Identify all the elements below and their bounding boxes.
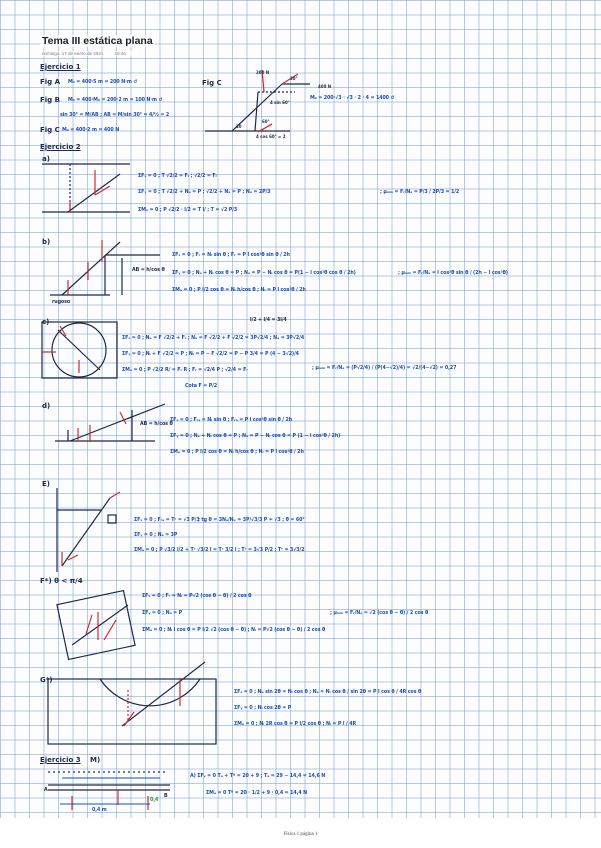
part-c-label: c) [42, 318, 50, 326]
part-e-label: E) [42, 480, 50, 488]
part-b-eq-2: ΣMₐ = 0 ; P l/2 cos θ = Nᵢ h/cos θ ; Nᵢ = P l cos²θ / 2h [172, 288, 306, 293]
fig-c-tag-5: 4 cos 60° = 2 [256, 134, 286, 139]
part-b-side: ; μₘᵢₙ = Fᵣ/Nₐ = l cos²θ sin θ / (2h − l cos³θ) [398, 271, 508, 276]
ej3-label-a: A [44, 788, 48, 793]
ejercicio3-sub: M) [90, 756, 101, 764]
part-e-eq-0: ΣFₓ = 0 ; Fᵣₐ = Tᶜ = √3 P/3 [134, 518, 200, 523]
ej3-eq-1: ΣMₐ = 0 Tᴮ = 20 · 1/2 + 9 · 0,4 = 14,4 N [206, 791, 308, 796]
part-c-eq-2: ΣMₐ = 0 ; P √2/2 R/ = Fᵣ R ; Fᵣ = √2/4 P ; √2/4 = Fᵣ [122, 368, 248, 373]
ej3-label-len: 0,4 m [92, 808, 107, 813]
part-c-top: l/2 + l/4 = 3l/4 [250, 318, 287, 323]
fig-c-tag-1: 30° [290, 76, 298, 81]
part-g-eq-2: ΣMₐ = 0 ; Nᵢ 2R cos θ = P l/2 cos θ ; Nᵢ = P l / 4R [234, 722, 357, 727]
page-date: domingo, 17 de enero de 2021 [42, 51, 104, 56]
part-b-label: b) [42, 238, 51, 246]
fig-c-tag-6: 30 [236, 124, 242, 129]
fig-a-label: Fig A [40, 78, 61, 86]
fig-c-diagram-label: Fig C [202, 79, 222, 87]
part-a-side: ; μₘᵢₙ = Fᵣ/Nₐ = P/3 / 2P/3 = 1/2 [380, 190, 460, 195]
part-b-note: AB = h/cos θ [132, 268, 165, 273]
part-f-eq-0: ΣFₓ = 0 ; Fᵣ = Nᵢ = P√2 (cos θ − θ) / 2 cos θ [142, 594, 252, 599]
fig-b-moment: M₀ = 400·M₀ = 200·2 m = 100 N·m ↺ [68, 98, 163, 103]
part-e-side: ; tg θ = 3Nₐ/Nₐ = 3P/√3/3 P = √3 ; θ = 60° [198, 518, 305, 523]
part-a-eq-2: ΣMₐ = 0 ; P √2/2 · l/2 = T l/ ; T = √2 P/3 [138, 208, 238, 213]
part-a-eq-0: ΣFₓ = 0 ; T √2/2 = Fᵣ ; √2/2 = Fᵣ [138, 174, 217, 179]
ejercicio2-heading: Ejercicio 2 [40, 143, 81, 151]
part-f-eq-2: ΣMₐ = 0 ; Nᵢ l cos θ = P l/2 √2 (cos θ − θ) ; Nᵢ = P√2 (cos θ − θ) / 2 cos θ [142, 628, 326, 633]
ejercicio1-heading: Ejercicio 1 [40, 63, 81, 71]
diagram-a [42, 164, 130, 212]
part-g-eq-1: ΣFᵧ = 0 ; Nᵢ cos 2θ = P [234, 706, 292, 711]
part-d-label: d) [42, 402, 51, 410]
ej3-label-len2: 0,4 [150, 798, 159, 803]
part-d-eq-0: ΣFₓ = 0 ; Fᵣₐ = Nᵢ sin θ ; Fᵣₐ = P l cos²θ sin θ / 2h [170, 418, 293, 423]
part-e-eq-2: ΣMₐ = 0 ; P √3/2 l/2 + Tᶜ √3/2 l = Tᶜ 3/2 l ; Tᶜ = 3√3 P/2 ; Tᶜ = 3√3/2 [134, 548, 305, 553]
fig-c-result: M₀ = 200·√3 · √3 · 2 · 4 = 1400 ↺ [310, 96, 395, 101]
diagram-g [48, 662, 216, 744]
part-d-eq-1: ΣFᵧ = 0 ; Nₐ + Nᵢ cos θ = P ; Nₐ = P − Nᵢ cos θ = P (1 − l cos³θ / 2h) [170, 434, 341, 439]
part-f-side: ; μₘᵢₙ = Fᵣ/Nₐ = √2 (cos θ − θ) / 2 cos θ [330, 611, 429, 616]
fig-b-sub: sin 30° = M/AB ; AB = M/sin 30° = 4/½ = 2 [60, 113, 170, 118]
part-g-label: G*) [40, 676, 53, 684]
ej3-label-b: B [164, 794, 168, 799]
ejercicio3-heading: Ejercicio 3 [40, 756, 81, 764]
diagram-e [57, 488, 116, 572]
fig-c-tag-4: 4 sin 60° [270, 100, 290, 105]
fig-c-tag-3: 400 N [318, 84, 332, 89]
part-b-eq-1: ΣFᵧ = 0 ; Nₐ + Nᵢ cos θ = P ; Nₐ = P − Nᵢ cos θ = P(1 − l cos²θ cos θ / 2h) [172, 271, 356, 276]
page-title: Tema III estática plana [42, 35, 153, 47]
part-d-eq-2: ΣMₐ = 0 ; P l/2 cos θ = Nᵢ h/cos θ ; Nᵢ = P l cos²θ / 2h [170, 450, 304, 455]
page-footer: Física 1 página 1 [283, 832, 318, 837]
part-e-eq-1: ΣFᵧ = 0 ; Nₐ = 3P [134, 533, 178, 538]
diagram-ej3 [48, 772, 170, 790]
part-d-note: AB = h/cos θ [140, 422, 173, 427]
part-a-label: a) [42, 155, 50, 163]
part-f-label: F*) θ < π/4 [40, 577, 83, 585]
page-time: 18:46 [114, 51, 126, 56]
part-f-eq-1: ΣFᵧ = 0 ; Nₐ = P [142, 611, 183, 616]
diagram-f [57, 591, 135, 660]
part-a-eq-1: ΣFᵧ = 0 ; T √2/2 + Nₐ = P ; √2/2 + Nₐ = P ; Nₐ = 2P/3 [138, 190, 271, 195]
fig-c-label: Fig C [40, 126, 60, 134]
ej3-eq-0: A) ΣFᵧ = 0 Tₐ + Tᴮ = 20 + 9 ; Tₐ = 29 − 14,4 = 14,6 N [190, 774, 326, 779]
fig-c-tag-2: 60° [262, 119, 270, 124]
part-c-eq-3: Cota F = P/2 [185, 384, 218, 389]
part-c-eq-1: ΣFᵧ = 0 ; Nᵢ + F √2/2 = P ; Nᵢ = P − F √2/2 = P − P 3/4 = P (4 − 3√2)/4 [122, 352, 299, 357]
part-g-eq-0: ΣFₓ = 0 ; Nₐ sin 2θ = Nᵢ cos θ ; Nₐ = Nᵢ cos θ / sin 2θ = P l cos θ / 4R cos θ [234, 690, 422, 695]
part-c-eq-0: ΣFₓ = 0 ; Nₐ = F √2/2 + Fᵣ ; Nₐ = F √2/2 + F √2/2 = 3P√2/4 ; Nₐ = 3P√2/4 [122, 336, 305, 341]
part-c-side: ; μₘᵢₙ = Fᵣ/Nₐ = (P√2/4) / (P(4−√2)/4) = √2/(4−√2) = 0,27 [312, 366, 457, 371]
fig-a-moment: M₀ = 400·5 m = 200 N·m ↺ [68, 80, 138, 85]
fig-b-label: Fig B [40, 96, 60, 104]
part-b-tag: rugoso [52, 300, 71, 305]
fig-c-tag-0: 200 N [256, 70, 270, 75]
fig-c-moment: M₀ = 400·2 m = 400 N [62, 128, 120, 133]
part-b-eq-0: ΣFₓ = 0 ; Fᵣ = Nᵢ sin θ ; Fᵣ = P l cos²θ sin θ / 2h [172, 253, 290, 258]
